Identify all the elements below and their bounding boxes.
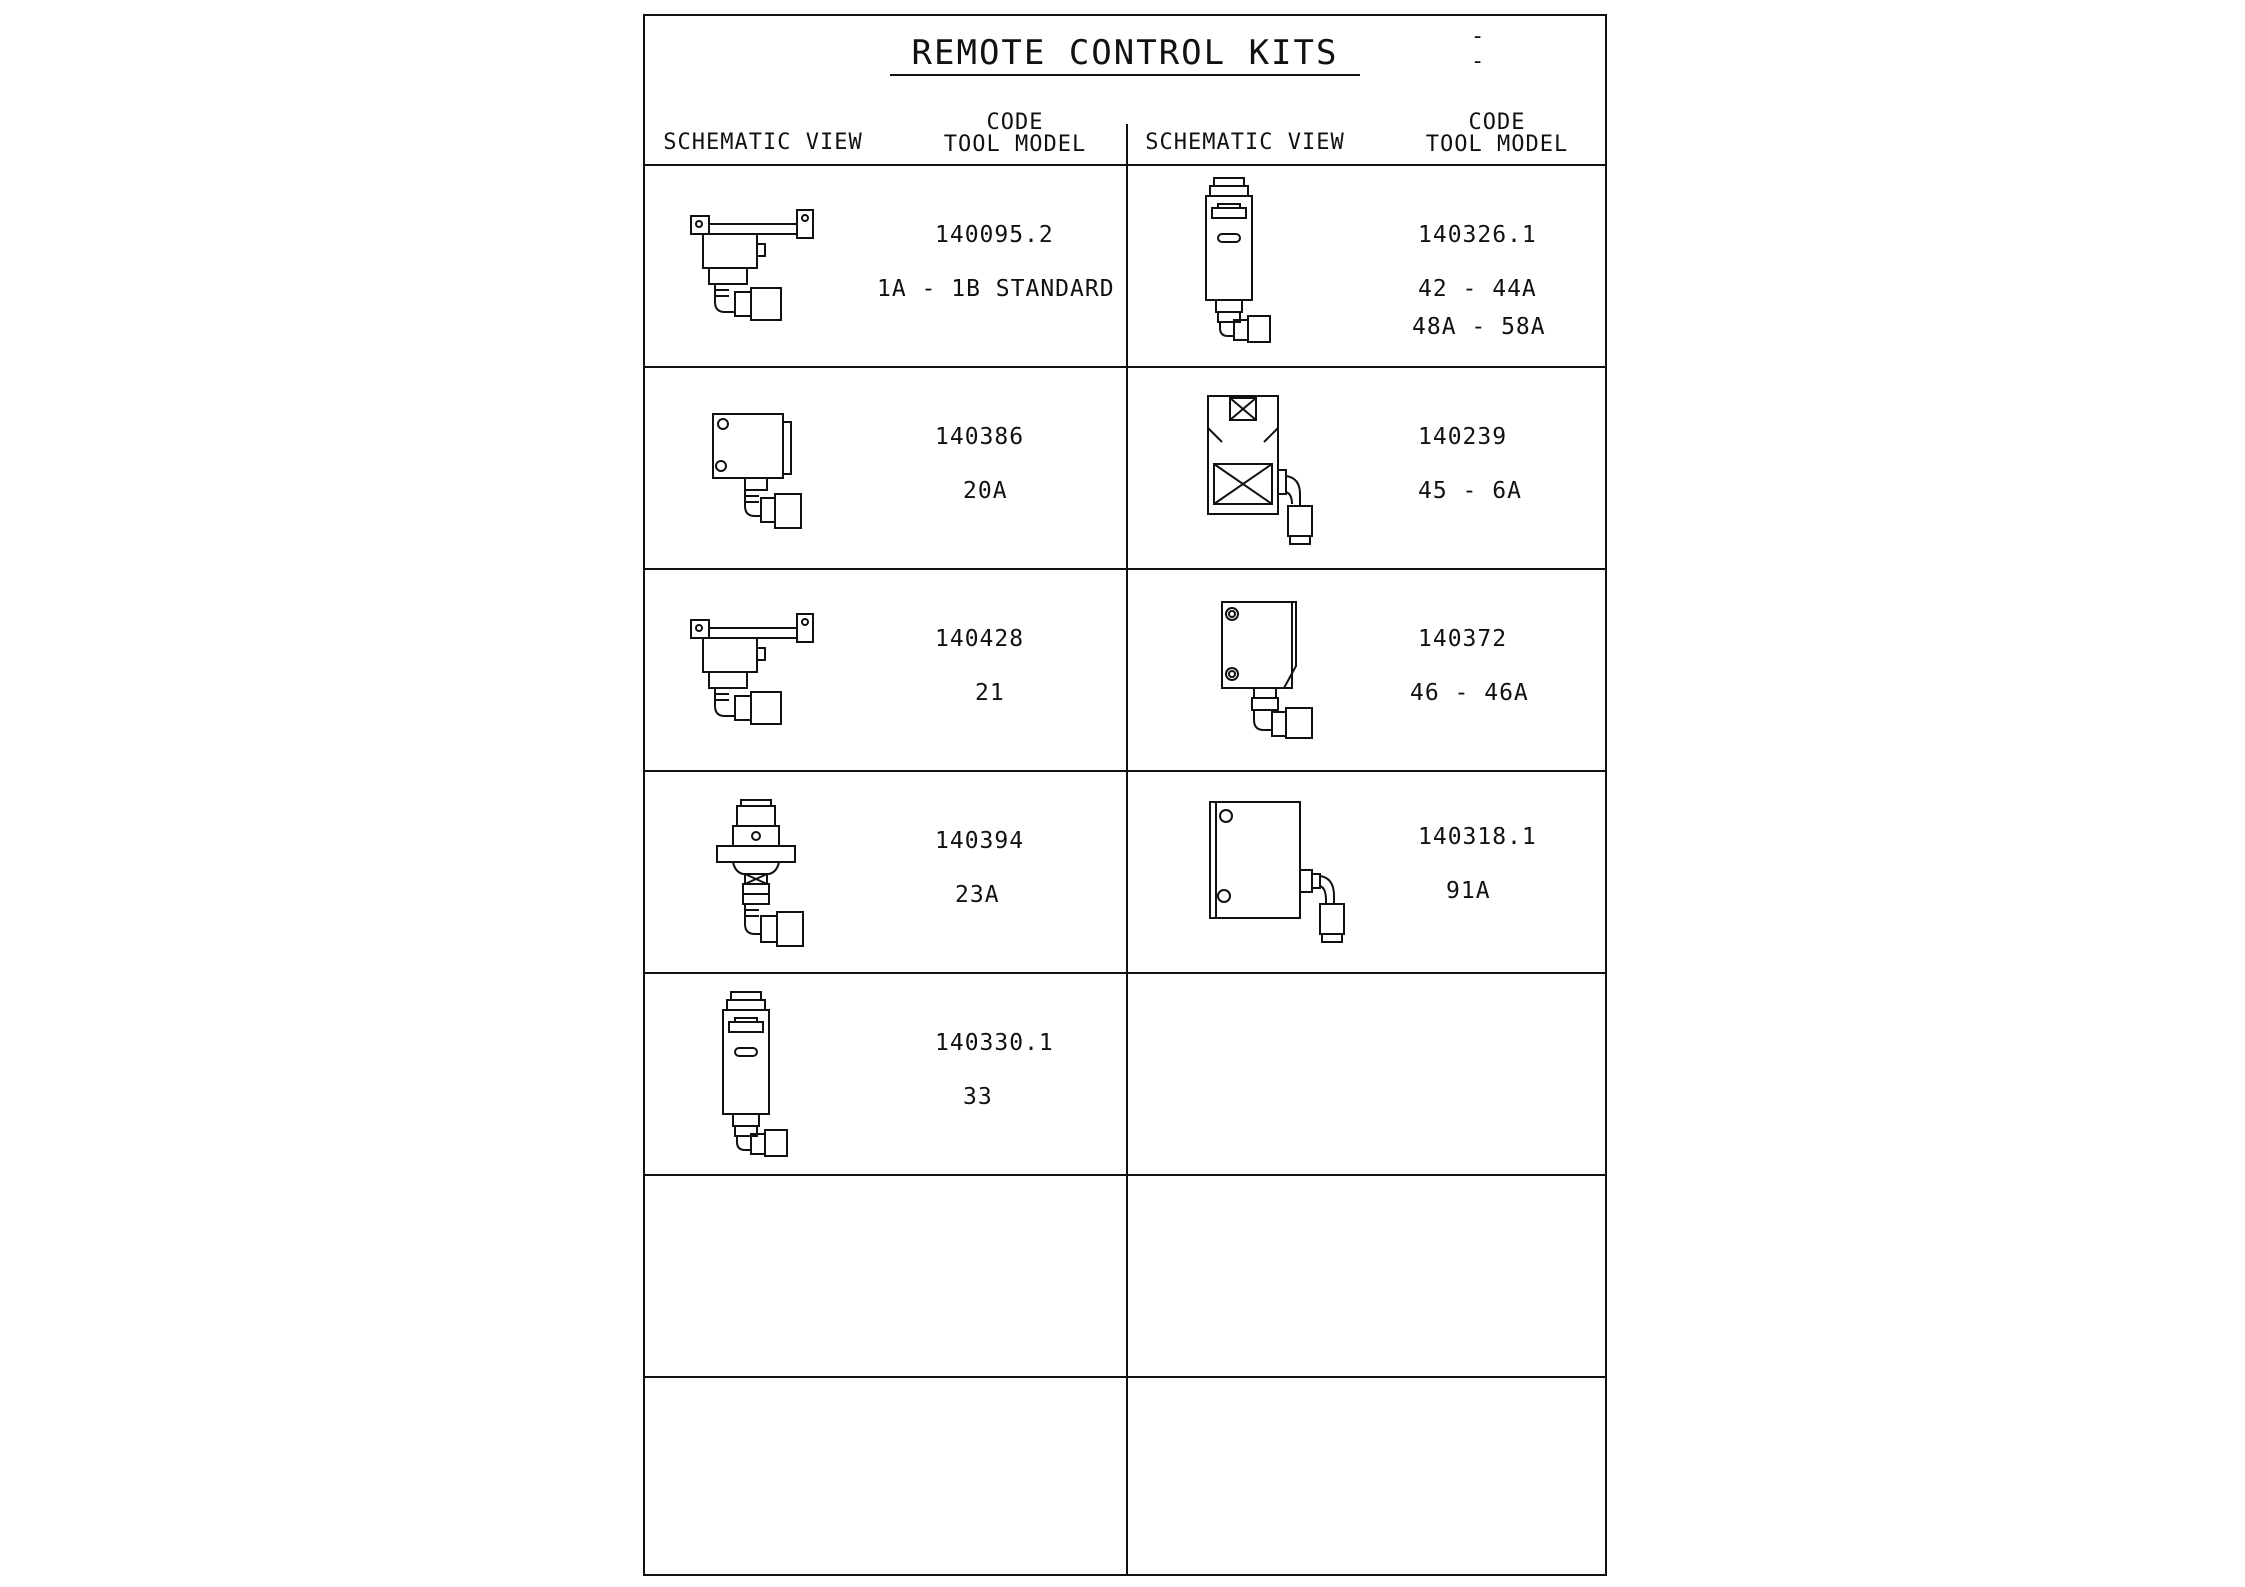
kit-code: 140318.1 <box>1418 824 1537 850</box>
tool-model: 23A <box>955 882 1000 908</box>
header-schematic-left: SCHEMATIC VIEW <box>663 130 863 155</box>
block-valve-icon <box>705 406 825 534</box>
header-code-left <box>935 112 1095 156</box>
kit-cell <box>645 974 1125 1174</box>
row-divider <box>645 1174 1605 1176</box>
flange-valve-icon <box>715 796 825 948</box>
bracket-valve-icon <box>685 608 835 728</box>
kit-cell <box>1128 772 1608 972</box>
angled-block-valve-icon <box>1218 600 1338 740</box>
kit-code: 140239 <box>1418 424 1508 450</box>
tool-model: 20A <box>963 478 1008 504</box>
cross-box-valve-icon <box>1204 394 1324 546</box>
corner-mark: - <box>1471 49 1485 74</box>
kit-code: 140326.1 <box>1418 222 1537 248</box>
kit-code: 140428 <box>935 626 1025 652</box>
tool-model: 21 <box>975 680 1005 706</box>
kit-cell <box>1128 368 1608 568</box>
tool-model: 33 <box>963 1084 993 1110</box>
kit-code: 140095.2 <box>935 222 1054 248</box>
kit-code: 140386 <box>935 424 1025 450</box>
corner-mark: - <box>1471 24 1485 49</box>
tool-model: 48A - 58A <box>1412 314 1546 340</box>
tool-model: 1A - 1B STANDARD <box>877 276 1115 302</box>
kit-code: 140394 <box>935 828 1025 854</box>
header-tool-model-label: TOOL MODEL <box>1425 132 1569 157</box>
tool-model: 46 - 46A <box>1410 680 1529 706</box>
kit-code: 140372 <box>1418 626 1508 652</box>
header-code-label: CODE <box>1468 110 1526 135</box>
large-block-valve-icon <box>1208 800 1368 950</box>
tool-model: 91A <box>1446 878 1491 904</box>
kit-cell <box>645 772 1125 972</box>
header-schematic-right: SCHEMATIC VIEW <box>1145 130 1345 155</box>
cylinder-valve-icon <box>715 990 815 1158</box>
cylinder-valve-icon <box>1198 176 1298 344</box>
remote-control-kits-sheet <box>643 14 1607 1576</box>
kit-cell <box>645 166 1125 366</box>
tool-model: 42 - 44A <box>1418 276 1537 302</box>
header-code-label: CODE <box>986 110 1044 135</box>
kit-cell <box>1128 166 1608 366</box>
bracket-valve-icon <box>685 204 835 324</box>
tool-model: 45 - 6A <box>1418 478 1522 504</box>
kit-code: 140330.1 <box>935 1030 1054 1056</box>
kit-cell <box>645 570 1125 770</box>
page-title: REMOTE CONTROL KITS <box>645 32 1605 76</box>
kit-cell <box>645 368 1125 568</box>
header-code-right <box>1417 112 1577 156</box>
corner-marks <box>1471 24 1605 74</box>
kit-cell <box>1128 570 1608 770</box>
row-divider <box>645 1376 1605 1378</box>
header-tool-model-label: TOOL MODEL <box>943 132 1087 157</box>
